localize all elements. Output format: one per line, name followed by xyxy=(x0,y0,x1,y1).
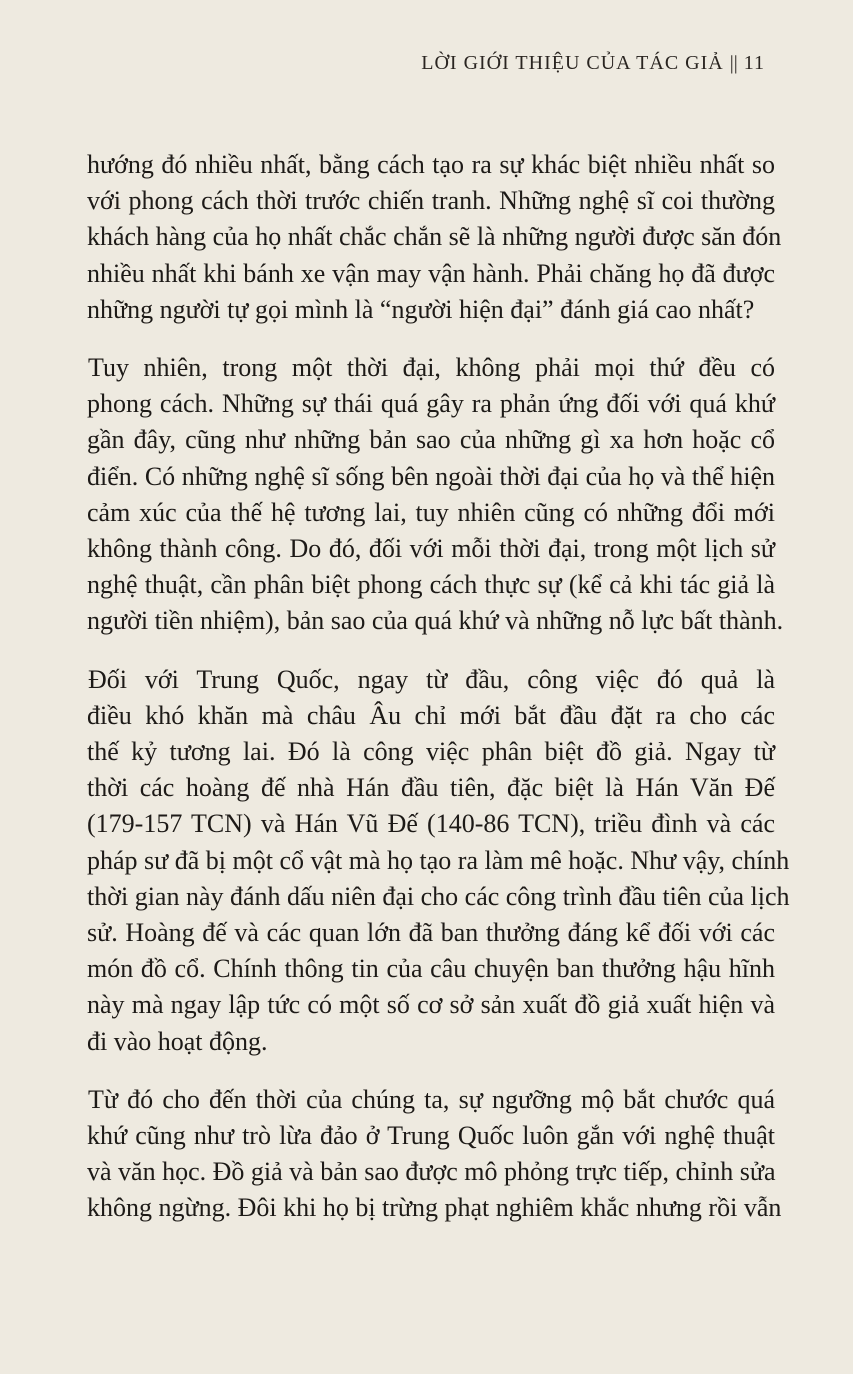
text-line: với phong cách thời trước chiến tranh. Những nghệ sĩ coi thường xyxy=(87,186,775,216)
text-line: phong cách. Những sự thái quá gây ra phản ứng đối với quá khứ xyxy=(87,389,775,419)
paragraph-2 xyxy=(87,350,784,640)
text-line: nghệ thuật, cần phân biệt phong cách thực sự (kể cả khi tác giả là xyxy=(87,570,775,600)
paragraph-1 xyxy=(87,147,782,328)
text-line: món đồ cổ. Chính thông tin của câu chuyện ban thưởng hậu hĩnh xyxy=(87,954,775,984)
text-line-first: Tuy nhiên, trong một thời đại, không phải mọi thứ đều có xyxy=(88,353,775,383)
text-line: thời các hoàng đế nhà Hán đầu tiên, đặc biệt là Hán Văn Đế xyxy=(87,773,775,803)
text-line-first: Đối với Trung Quốc, ngay từ đầu, công việc đó quả là xyxy=(88,664,775,694)
text-line: hướng đó nhiều nhất, bằng cách tạo ra sự khác biệt nhiều nhất so xyxy=(87,150,775,179)
text-line: và văn học. Đồ giả và bản sao được mô phỏng trực tiếp, chỉnh sửa xyxy=(87,1157,776,1187)
header-title: LỜI GIỚI THIỆU CỦA TÁC GIẢ xyxy=(421,52,724,74)
text-line: khách hàng của họ nhất chắc chắn sẽ là những người được săn đón xyxy=(87,222,782,252)
text-line: khứ cũng như trò lừa đảo ở Trung Quốc luôn gắn với nghệ thuật xyxy=(87,1121,775,1151)
header-separator: || xyxy=(729,52,738,74)
paragraph-3 xyxy=(87,662,790,1060)
page-number: 11 xyxy=(743,52,765,74)
text-line: thế kỷ tương lai. Đó là công việc phân biệt đồ giả. Ngay từ xyxy=(87,737,775,767)
text-line: những người tự gọi mình là “người hiện đại” đánh giá cao nhất? xyxy=(87,294,755,324)
text-line: không thành công. Do đó, đối với mỗi thời đại, trong một lịch sử xyxy=(87,534,775,564)
text-line-first: Từ đó cho đến thời của chúng ta, sự ngưỡng mộ bắt chước quá xyxy=(88,1084,775,1114)
text-line: điển. Có những nghệ sĩ sống bên ngoài thời đại của họ và thể hiện xyxy=(87,461,775,491)
text-line: thời gian này đánh dấu niên đại cho các công trình đầu tiên của lịch xyxy=(87,881,790,911)
text-line: pháp sư đã bị một cổ vật mà họ tạo ra làm mê hoặc. Như vậy, chính xyxy=(87,845,790,875)
text-line: người tiền nhiệm), bản sao của quá khứ và những nỗ lực bất thành. xyxy=(87,606,784,636)
paragraph-4 xyxy=(87,1082,782,1227)
text-line: nhiều nhất khi bánh xe vận may vận hành. Phải chăng họ đã được xyxy=(87,258,775,288)
running-header xyxy=(421,52,765,75)
text-line: này mà ngay lập tức có một số cơ sở sản xuất đồ giả xuất hiện và xyxy=(87,990,775,1020)
text-line: đi vào hoạt động. xyxy=(87,1026,268,1056)
body-text xyxy=(87,147,790,1249)
text-line: (179-157 TCN) và Hán Vũ Đế (140-86 TCN), triều đình và các xyxy=(87,809,775,839)
text-line: điều khó khăn mà châu Âu chỉ mới bắt đầu đặt ra cho các xyxy=(87,700,775,730)
text-line: gần đây, cũng như những bản sao của những gì xa hơn hoặc cổ xyxy=(87,425,775,455)
text-line: cảm xúc của thế hệ tương lai, tuy nhiên cũng có những đổi mới xyxy=(87,497,775,527)
text-line: sử. Hoàng đế và các quan lớn đã ban thưởng đáng kể đối với các xyxy=(87,918,775,948)
text-line: không ngừng. Đôi khi họ bị trừng phạt nghiêm khắc nhưng rồi vẫn xyxy=(87,1193,782,1223)
